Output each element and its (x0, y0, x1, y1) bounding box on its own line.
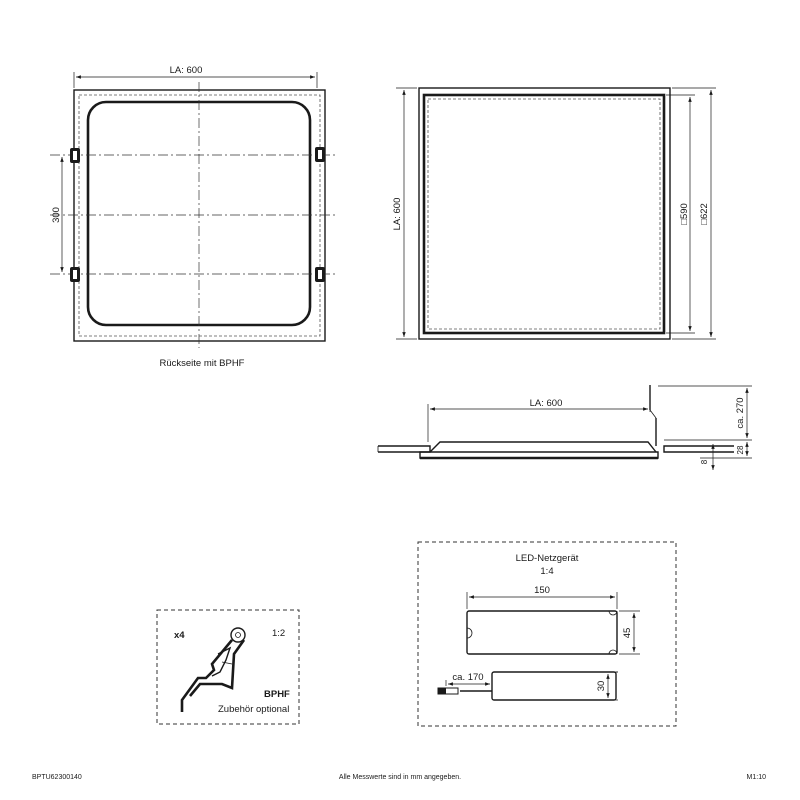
front-view-frame (419, 88, 670, 339)
front-view-inner-frame (424, 95, 664, 333)
ceiling-left (378, 446, 430, 452)
accessory-note: Zubehör optional (218, 704, 290, 715)
back-view-width-label: LA: 600 (169, 65, 203, 76)
driver-length-label: 150 (534, 585, 550, 596)
spring-clip-bottom-left (70, 267, 80, 282)
driver-top-view (467, 611, 617, 654)
section-view (378, 385, 752, 470)
front-view (392, 88, 716, 339)
driver-scale: 1:4 (540, 566, 554, 577)
back-view-caption: Rückseite mit BPHF (159, 358, 245, 369)
back-view-frame (74, 90, 325, 341)
front-view-outer-label: □622 (699, 203, 710, 225)
front-view-height-label: LA: 600 (392, 197, 403, 231)
driver-box (418, 542, 676, 726)
ceiling-right (664, 446, 734, 452)
driver-cable-label: ca. 170 (452, 672, 484, 683)
driver-height-label: 45 (622, 627, 633, 639)
driver-title: LED-Netzgerät (515, 553, 579, 564)
footer (32, 774, 766, 781)
back-view-spacing-label: 300 (51, 207, 62, 223)
spring-clip-top-left (70, 148, 80, 163)
luminaire-housing (430, 442, 656, 452)
measurement-note: Alle Messwerte sind in mm angegeben. (338, 774, 462, 781)
accessory-quantity: x4 (174, 630, 185, 641)
accessory-box (157, 610, 299, 724)
driver-thickness-label: 30 (596, 680, 607, 692)
spring-clip-top-right (315, 147, 325, 162)
spring-clip-bottom-right (315, 267, 325, 282)
bphf-clip-drawing (182, 628, 245, 712)
section-height-label: ca. 270 (735, 397, 746, 429)
drawing-scale: M1:10 (746, 774, 766, 781)
front-view-inner-label: □590 (679, 203, 690, 225)
accessory-name: BPHF (264, 689, 290, 700)
front-view-light-area (428, 99, 660, 329)
section-depth-label: 28 (736, 445, 745, 455)
accessory-scale: 1:2 (272, 628, 286, 639)
back-view-inner-edge (79, 95, 320, 336)
back-view (50, 65, 338, 369)
article-number: BPTU62300140 (32, 774, 82, 781)
section-width-label: LA: 600 (529, 398, 563, 409)
section-flange-label: 8 (700, 459, 709, 465)
